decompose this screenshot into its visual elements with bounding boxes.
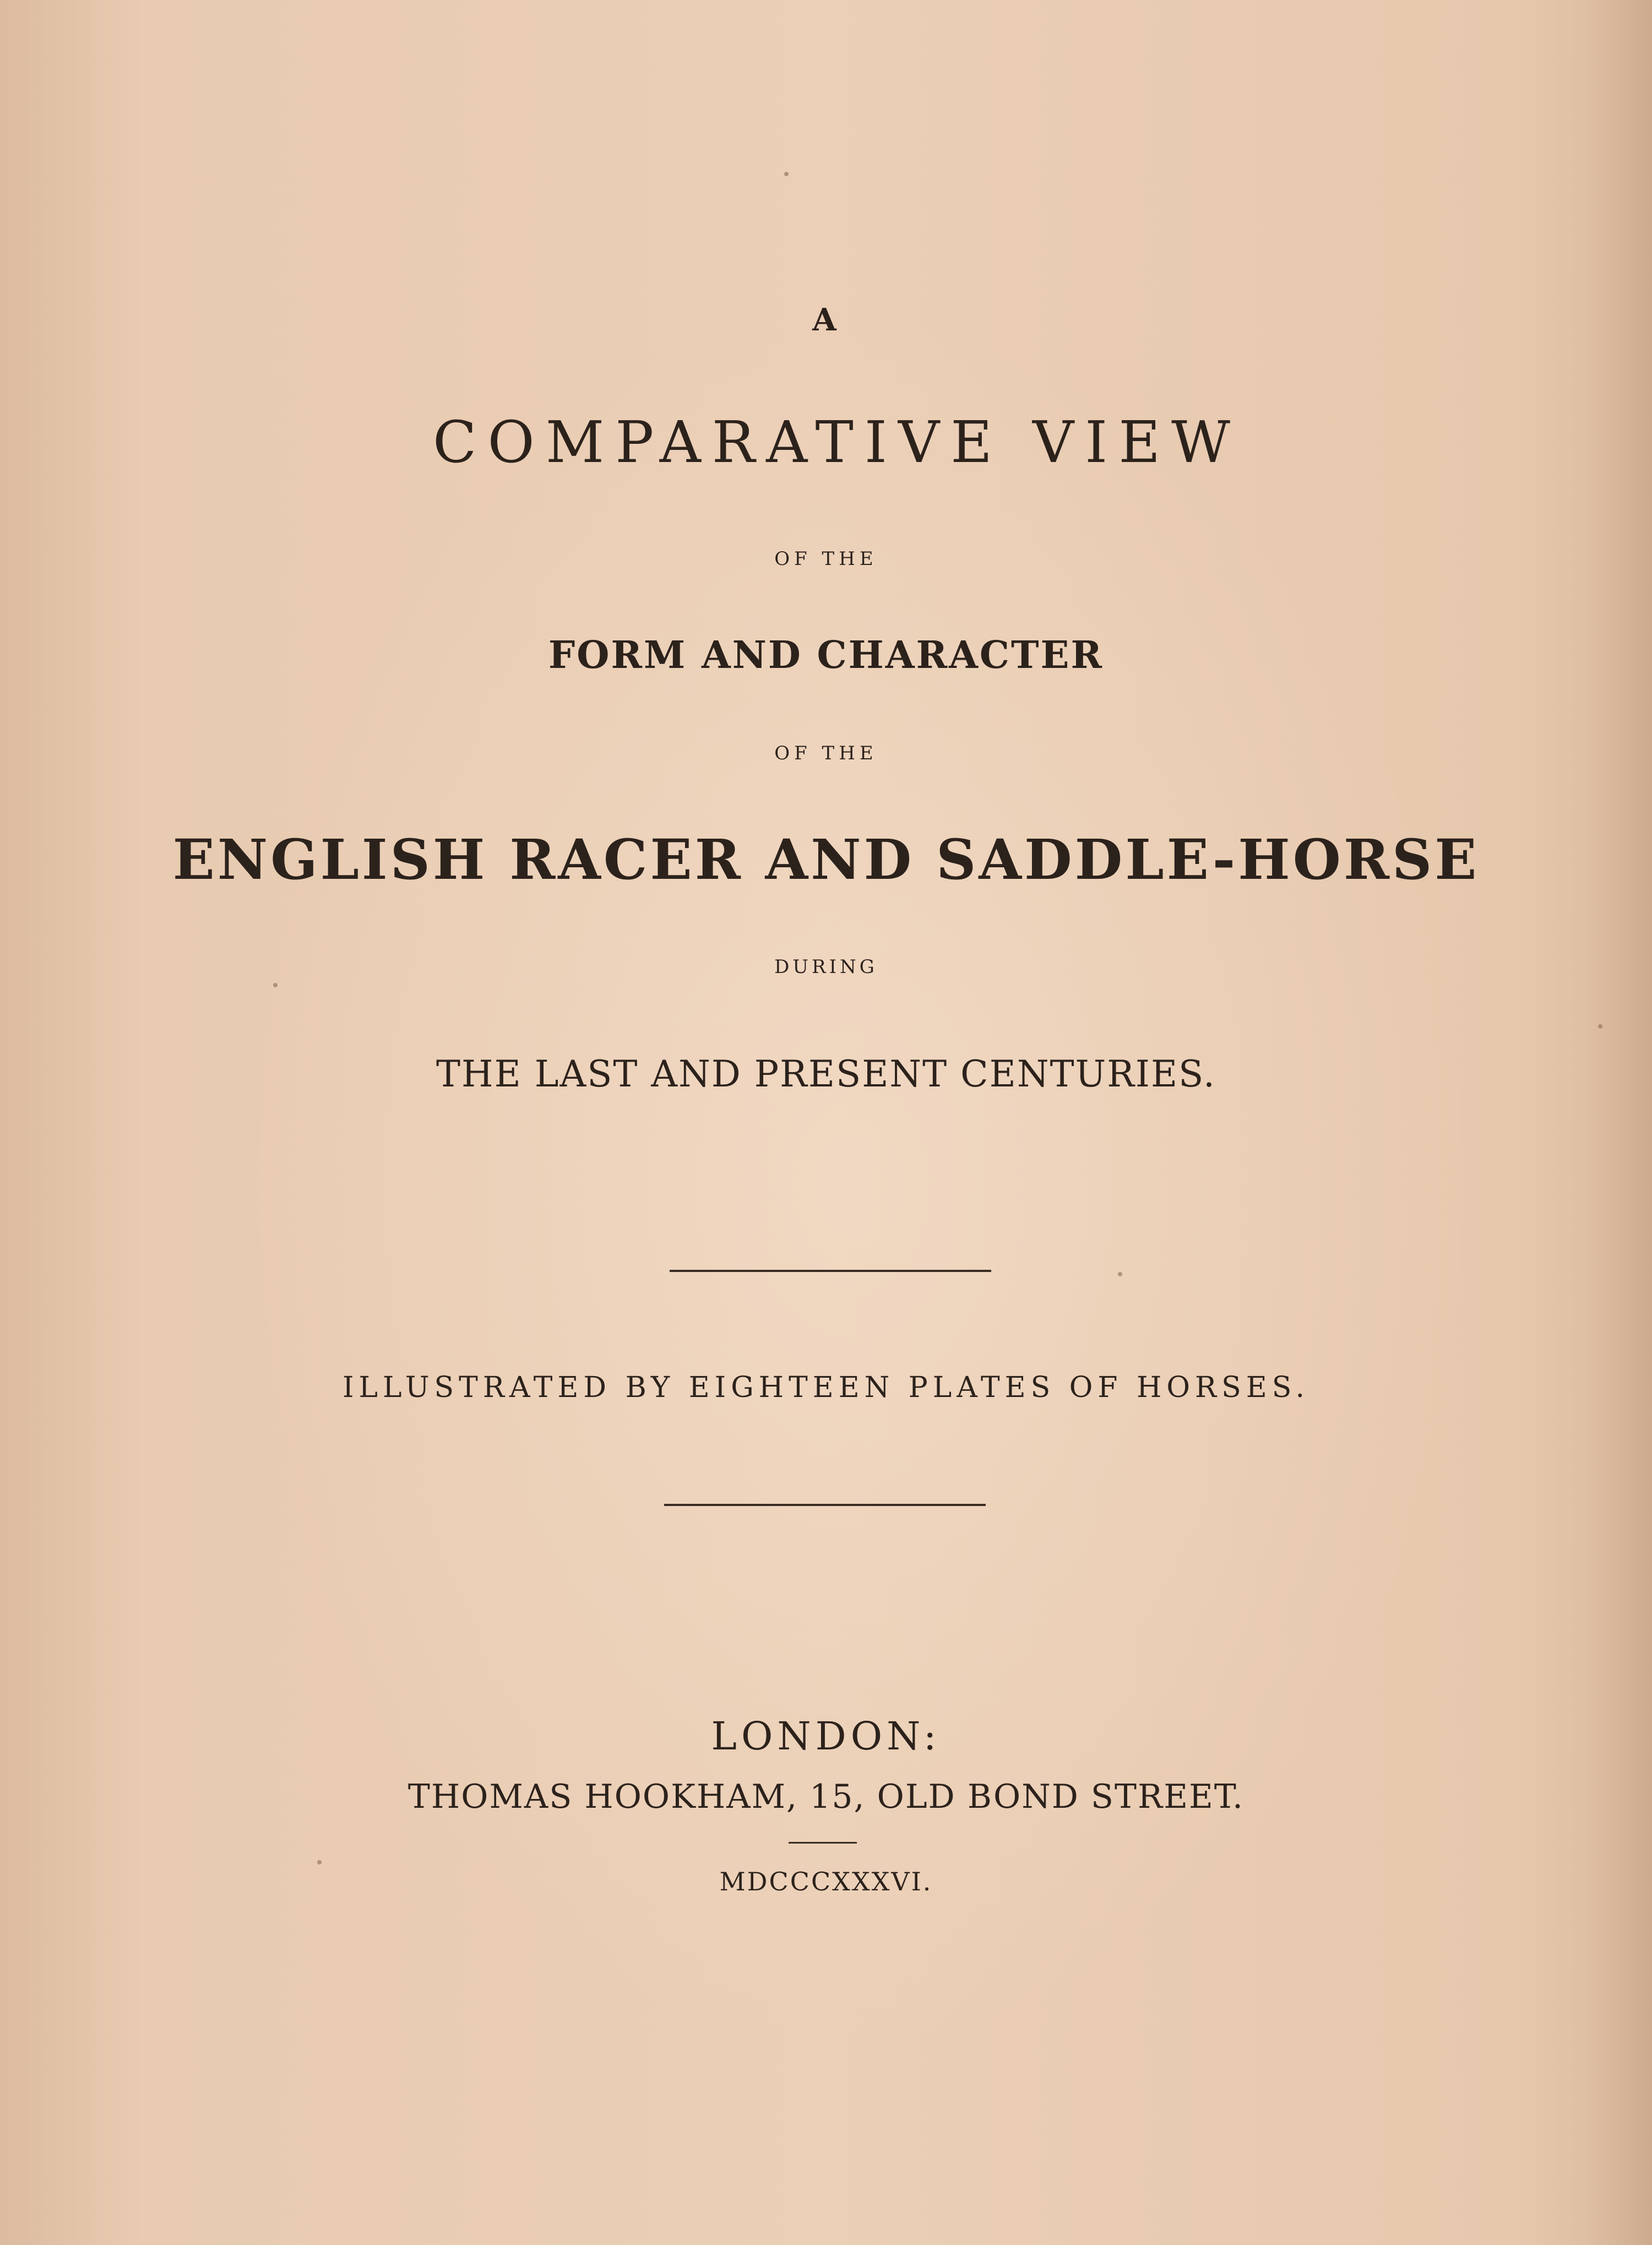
connector-of-the-2: OF THE bbox=[774, 742, 878, 764]
imprint-year: MDCCCXXXVI. bbox=[719, 1867, 933, 1896]
divider-rule-short bbox=[789, 1842, 857, 1844]
illustration-note: ILLUSTRATED BY EIGHTEEN PLATES OF HORSES. bbox=[342, 1371, 1310, 1404]
title-line-centuries: THE LAST AND PRESENT CENTURIES. bbox=[436, 1053, 1216, 1095]
paper-speck bbox=[1598, 1024, 1602, 1029]
paper-speck bbox=[1118, 1272, 1122, 1276]
divider-rule-1 bbox=[670, 1270, 991, 1272]
paper-speck bbox=[317, 1860, 322, 1865]
connector-during: DURING bbox=[774, 956, 878, 978]
imprint-place: LONDON: bbox=[711, 1714, 941, 1759]
divider-rule-2 bbox=[664, 1504, 986, 1506]
title-line-comparative-view: COMPARATIVE VIEW bbox=[432, 409, 1242, 476]
title-article: A bbox=[812, 302, 840, 338]
title-line-english-racer: ENGLISH RACER AND SADDLE-HORSE bbox=[172, 827, 1480, 892]
title-line-form-and-character: FORM AND CHARACTER bbox=[548, 633, 1104, 677]
paper-speck bbox=[273, 983, 278, 987]
paper-speck bbox=[784, 172, 789, 176]
connector-of-the-1: OF THE bbox=[774, 548, 878, 570]
imprint-publisher: THOMAS HOOKHAM, 15, OLD BOND STREET. bbox=[407, 1777, 1245, 1816]
